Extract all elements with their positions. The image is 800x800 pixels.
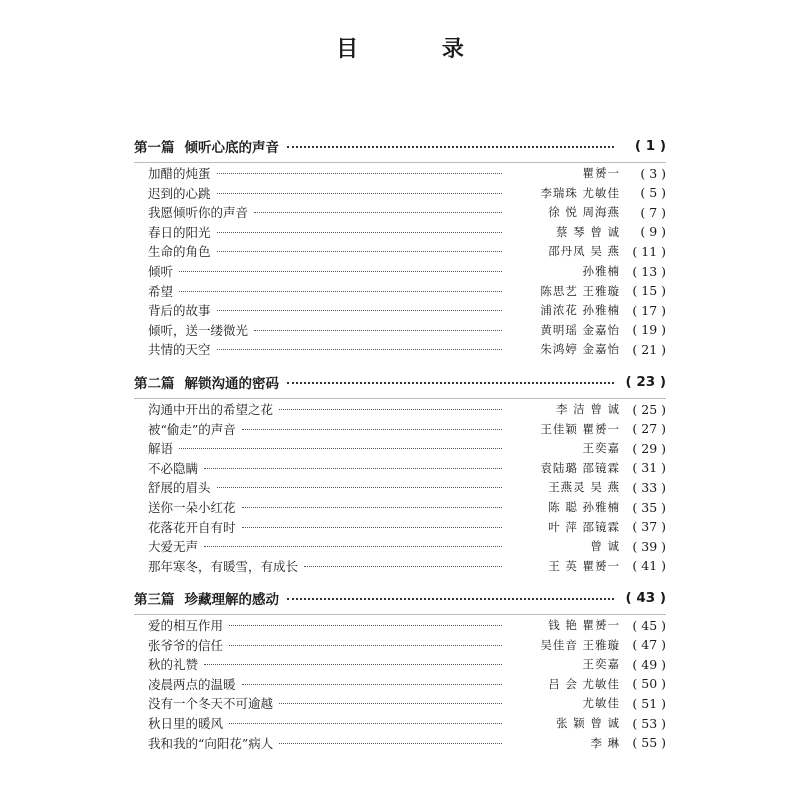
entry-title: 我和我的“向阳花”病人	[148, 735, 274, 751]
dot-leader	[204, 467, 502, 469]
dot-leader	[242, 506, 502, 508]
dot-leader	[229, 624, 502, 626]
dot-leader	[217, 486, 502, 488]
part-page-number: ( 43 )	[625, 590, 666, 606]
entry-title: 我愿倾听你的声音	[148, 205, 249, 221]
dot-leader	[179, 270, 502, 272]
entry-title: 大爱无声	[148, 539, 199, 555]
entry-title: 没有一个冬天不可逾越	[148, 696, 274, 712]
entry-authors: 王佳颖 瞿赟一	[540, 421, 620, 436]
entry-page-number: ( 25 )	[632, 401, 666, 417]
entry-title: 倾听	[148, 264, 174, 279]
entry-authors: 王奕嘉	[582, 657, 620, 672]
part-heading[interactable]	[134, 372, 666, 392]
dot-leader	[279, 742, 502, 744]
toc-entry[interactable]	[148, 616, 666, 634]
toc-entry[interactable]	[148, 537, 666, 555]
entry-title: 花落花开自有时	[148, 519, 236, 535]
entry-page-number: ( 33 )	[632, 479, 666, 495]
toc-entry[interactable]	[148, 262, 666, 280]
entry-title: 希望	[148, 283, 174, 299]
dot-leader	[242, 526, 502, 528]
entry-title: 秋的礼赞	[148, 657, 199, 673]
entry-title: 背后的故事	[148, 303, 211, 319]
entry-authors: 袁陆璐 邵镜霖	[540, 460, 620, 475]
dot-leader	[287, 381, 614, 384]
entry-page-number: ( 53 )	[632, 715, 666, 731]
entry-title: 沟通中开出的希望之花	[148, 402, 274, 417]
entry-authors: 尤敏佳	[582, 696, 620, 711]
toc-entry[interactable]	[148, 420, 666, 438]
entry-page-number: ( 9 )	[640, 224, 666, 240]
dot-leader	[217, 250, 502, 252]
dot-leader	[217, 348, 502, 350]
toc-entry[interactable]	[148, 203, 666, 221]
part-label: 第一篇	[134, 140, 175, 156]
entry-page-number: ( 51 )	[632, 695, 666, 711]
dot-leader	[217, 231, 502, 233]
entry-authors: 吕 会 尤敏佳	[548, 676, 620, 691]
entry-page-number: ( 39 )	[632, 538, 666, 554]
entry-title: 爱的相互作用	[148, 618, 224, 633]
entry-title: 舒展的眉头	[148, 480, 211, 496]
entry-authors: 曾 诚	[590, 539, 620, 554]
entry-page-number: ( 13 )	[632, 263, 666, 279]
toc-entry[interactable]	[148, 400, 666, 418]
entry-title: 解语	[148, 441, 174, 457]
entry-page-number: ( 27 )	[632, 421, 666, 437]
entry-authors: 邵丹凤 吴 燕	[548, 244, 620, 259]
part-title: 倾听心底的声音	[184, 140, 279, 156]
toc-entry[interactable]	[148, 439, 666, 457]
entry-page-number: ( 45 )	[632, 617, 666, 633]
dot-leader	[279, 408, 502, 410]
toc-entry[interactable]	[148, 478, 666, 496]
entry-page-number: ( 11 )	[632, 243, 666, 259]
part-page-number: ( 1 )	[634, 138, 666, 154]
entry-page-number: ( 19 )	[632, 322, 666, 338]
dot-leader	[287, 145, 614, 148]
toc-entry[interactable]	[148, 498, 666, 516]
toc-entry[interactable]	[148, 184, 666, 202]
divider	[134, 614, 666, 615]
entry-title: 不必隐瞒	[148, 460, 199, 476]
toc-entry[interactable]	[148, 321, 666, 339]
entry-page-number: ( 37 )	[632, 519, 666, 535]
entry-page-number: ( 17 )	[632, 302, 666, 318]
entry-title: 加醋的炖蛋	[148, 166, 211, 181]
entry-authors: 徐 悦 周海燕	[548, 205, 620, 220]
toc-entry[interactable]	[148, 459, 666, 477]
dot-leader	[229, 722, 502, 724]
entry-page-number: ( 49 )	[632, 656, 666, 672]
entry-authors: 钱 艳 瞿赟一	[548, 618, 620, 632]
toc-entry[interactable]	[148, 340, 666, 358]
entry-title: 送你一朵小红花	[148, 500, 236, 515]
toc-entry[interactable]	[148, 242, 666, 260]
part-page-number: ( 23 )	[625, 374, 666, 390]
entry-page-number: ( 29 )	[632, 440, 666, 456]
entry-page-number: ( 15 )	[632, 283, 666, 299]
page-title: 目 录	[336, 37, 502, 62]
toc-entry[interactable]	[148, 694, 666, 712]
toc-entry[interactable]	[148, 518, 666, 536]
toc-entry[interactable]	[148, 223, 666, 241]
toc-entry[interactable]	[148, 636, 666, 654]
entry-page-number: ( 21 )	[632, 341, 666, 357]
entry-page-number: ( 41 )	[632, 558, 666, 574]
entry-authors: 朱鸿婷 金嘉怡	[540, 342, 620, 357]
divider	[134, 398, 666, 399]
entry-authors: 孙雅楠	[582, 264, 620, 278]
entry-title: 迟到的心跳	[148, 185, 211, 201]
dot-leader	[254, 329, 502, 331]
toc-entry[interactable]	[148, 675, 666, 693]
toc-entry[interactable]	[148, 714, 666, 732]
dot-leader	[304, 565, 502, 567]
part-heading[interactable]	[134, 588, 666, 608]
part-title: 珍藏理解的感动	[184, 592, 279, 608]
entry-page-number: ( 35 )	[632, 499, 666, 515]
dot-leader	[242, 683, 502, 685]
entry-title: 倾听，送一缕微光	[148, 322, 249, 338]
toc-entry[interactable]	[148, 734, 666, 752]
dot-leader	[179, 447, 502, 449]
toc-entry[interactable]	[148, 557, 666, 575]
entry-authors: 王 英 瞿赟一	[548, 558, 620, 573]
part-label: 第二篇	[134, 376, 175, 392]
entry-authors: 蔡 琴 曾 诚	[556, 224, 620, 239]
dot-leader	[279, 702, 502, 704]
dot-leader	[217, 309, 502, 311]
entry-page-number: ( 31 )	[632, 460, 666, 476]
entry-authors: 叶 萍 邵镜霖	[548, 519, 620, 534]
entry-authors: 李 琳	[590, 735, 620, 750]
toc-entry[interactable]	[148, 655, 666, 673]
entry-authors: 浦浓花 孙雅楠	[540, 303, 620, 318]
entry-authors: 王奕嘉	[582, 441, 620, 456]
dot-leader	[179, 290, 502, 292]
entry-authors: 李瑞珠 尤敏佳	[540, 185, 620, 200]
dot-leader	[254, 211, 502, 213]
dot-leader	[229, 644, 502, 646]
entry-page-number: ( 47 )	[632, 637, 666, 653]
entry-title: 秋日里的暖风	[148, 716, 224, 731]
part-title: 解锁沟通的密码	[184, 376, 279, 392]
part-heading[interactable]	[134, 136, 666, 156]
toc-entry[interactable]	[148, 164, 666, 182]
entry-page-number: ( 5 )	[640, 185, 666, 201]
divider	[134, 162, 666, 163]
entry-authors: 王燕灵 吴 燕	[548, 480, 620, 495]
dot-leader	[204, 663, 502, 665]
entry-title: 凌晨两点的温暖	[148, 676, 236, 692]
entry-title: 共情的天空	[148, 342, 211, 358]
entry-authors: 张 颖 曾 诚	[556, 716, 620, 730]
part-label: 第三篇	[134, 592, 175, 608]
dot-leader	[217, 172, 502, 174]
entry-title: 张爷爷的信任	[148, 637, 224, 653]
entry-authors: 陈 聪 孙雅楠	[548, 500, 620, 514]
toc-entry[interactable]	[148, 301, 666, 319]
toc-entry[interactable]	[148, 282, 666, 300]
entry-title: 那年寒冬，有暖雪，有成长	[148, 558, 299, 574]
entry-page-number: ( 55 )	[632, 735, 666, 751]
entry-authors: 吴佳音 王雅璇	[540, 637, 620, 652]
entry-page-number: ( 50 )	[632, 676, 666, 692]
entry-title: 春日的阳光	[148, 224, 211, 240]
entry-authors: 瞿赟一	[582, 166, 620, 180]
entry-authors: 黄明瑶 金嘉怡	[540, 322, 620, 337]
dot-leader	[242, 428, 502, 430]
entry-title: 被“偷走”的声音	[148, 421, 236, 437]
dot-leader	[217, 192, 502, 194]
entry-title: 生命的角色	[148, 244, 211, 260]
dot-leader	[204, 545, 502, 547]
entry-page-number: ( 7 )	[640, 204, 666, 220]
dot-leader	[287, 597, 614, 600]
entry-page-number: ( 3 )	[640, 165, 666, 181]
entry-authors: 陈思艺 王雅璇	[540, 283, 620, 298]
entry-authors: 李 洁 曾 诚	[556, 402, 620, 416]
